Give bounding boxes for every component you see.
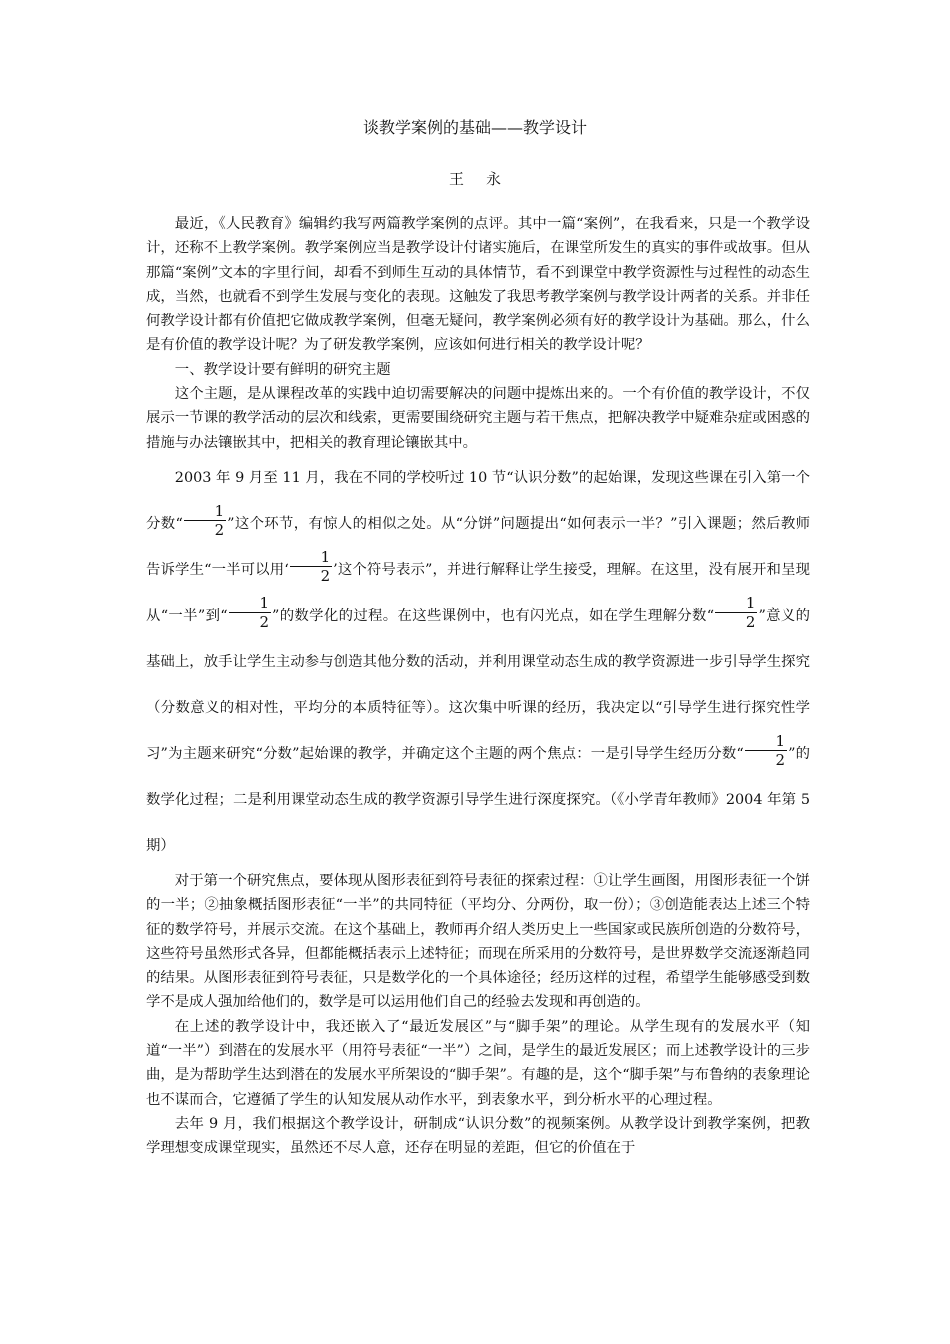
observation-text-5: ”意义的基础上，放手让学生主动参与创造其他分数的活动，并利用课堂动态生成的教学资源进一步引导学生探究（分数意义的相对性，平均分的本质特征等）。这次集中听课的经历，我决定以“引导学生进行探究性学习”为主题来研究“分数”起始课的教学，并确定这个主题的两个焦点：一是引导学生经历分数“ (146, 607, 811, 762)
fraction-denominator: 2 (775, 751, 786, 770)
observation-text-3: ’这个符号表示”，并进行解释让学生接受，理解。在这里，没有展开和呈现从“一半”到“ (146, 561, 810, 624)
section-heading-1: 一、教学设计要有鲜明的研究主题 (174, 361, 391, 378)
fraction-numerator: 1 (745, 732, 787, 751)
paragraph-focus-one: 对于第一个研究焦点，要体现从图形表征到符号表征的探索过程：①让学生画图，用图形表征一个饼的一半；②抽象概括图形表征“一半”的共同特征（平均分、分两份，取一份）；③创造能表达上述三个特征的数学符号，并展示交流。在这个基础上，教师再介绍人类历史上一些国家或民族所创造的分数符号，这些符号虽然形式各异，但都能概括表示上述特征；而现在所采用的分数符号，是世界数学交流逐渐趋同的结果。从图形表征到符号表征，只是数学化的一个具体途径；经历这样的过程，希望学生能够感受到数学不是成人强加给他们的，数学是可以运用他们自己的经验去发现和再创造的。 (146, 872, 810, 1011)
fraction-denominator: 2 (259, 613, 269, 632)
fraction-one-half (229, 594, 271, 631)
fraction-denominator: 2 (320, 567, 331, 586)
observation-text-2: ”这个环节，有惊人的相似之处。从“分饼”问题提出“如何表示一半？”引入课题；然后教师告诉学生“一半可以用‘ (146, 515, 810, 578)
paragraph-video-case: 去年 9 月，我们根据这个教学设计，研制成“认识分数”的视频案例。从教学设计到教学案例，把教学理想变成课堂现实，虽然还不尽人意，还存在明显的差距，但它的价值在于 (146, 1115, 810, 1157)
fraction-numerator: 1 (229, 594, 271, 613)
fraction-one-half (715, 594, 757, 631)
fraction-numerator: 1 (184, 502, 226, 521)
fraction-one-half (745, 732, 787, 769)
paragraph-theme: 这个主题，是从课程改革的实践中迫切需要解决的问题中提炼出来的。一个有价值的教学设计，不仅展示一节课的教学活动的层次和线索，更需要围绕研究主题与若干焦点，把解决教学中疑难杂症或困惑的措施与办法镶嵌其中，把相关的教育理论镶嵌其中。 (146, 386, 810, 451)
observation-text-4: ”的数学化的过程。在这些课例中，也有闪光点，如在学生理解分数“ (272, 607, 715, 624)
fraction-denominator: 2 (214, 521, 225, 540)
author-surname: 王 (448, 170, 464, 188)
paragraph-intro: 最近，《人民教育》编辑约我写两篇教学案例的点评。其中一篇“案例”，在我看来，只是一个教学设计，还称不上教学案例。教学案例应当是教学设计付诸实施后，在课堂所发生的真实的事件或故事。但从那篇“案例”文本的字里行间，却看不到师生互动的具体情节，看不到课堂中教学资源性与过程性的动态生成，当然，也就看不到学生发展与变化的表现。这触发了我思考教学案例与教学设计两者的关系。并非任何教学设计都有价值把它做成教学案例，但毫无疑问，教学案例必须有好的教学设计为基础。那么，什么是有价值的教学设计呢？为了研发教学案例，应该如何进行相关的教学设计呢？ (146, 216, 810, 354)
fraction-numerator: 1 (290, 548, 332, 567)
article-body (146, 212, 810, 1161)
document-title: 谈教学案例的基础——教学设计 (362, 118, 587, 137)
observation-text-6: ”的数学化过程；二是利用课堂动态生成的教学资源引导学生进行深度探究。（《小学青年教师》2004 年第 5 期） (146, 745, 810, 854)
fraction-one-half (184, 502, 226, 539)
paragraph-observation (146, 455, 810, 869)
observation-text-1: 2003 年 9 月至 11 月，我在不同的学校听过 10 节“认识分数”的起始课，发现这些课在引入第一个分数“ (146, 469, 810, 532)
author-given-name: 永 (486, 170, 502, 188)
fraction-one-half (290, 548, 332, 585)
fraction-numerator: 1 (715, 594, 757, 613)
paragraph-scaffolding: 在上述的教学设计中，我还嵌入了“最近发展区”与“脚手架”的理论。从学生现有的发展水平（知道“一半”）到潜在的发展水平（用符号表征“一半”）之间，是学生的最近发展区；而上述教学设计的三步曲，是为帮助学生达到潜在的发展水平所架设的“脚手架”。有趣的是，这个“脚手架”与布鲁纳的表象理论也不谋而合，它遵循了学生的认知发展从动作水平，到表象水平，到分析水平的心理过程。 (146, 1018, 810, 1108)
author-name (0, 168, 950, 190)
fraction-denominator: 2 (745, 613, 756, 632)
